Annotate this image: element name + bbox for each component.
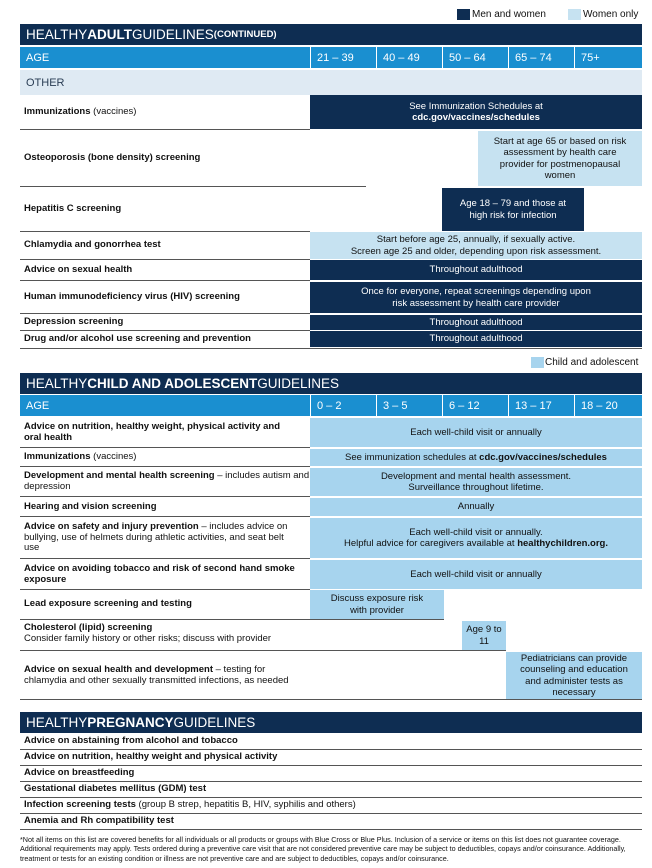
row-divider bbox=[20, 348, 642, 349]
adult-bar-depression bbox=[310, 315, 642, 330]
pregnancy-row bbox=[20, 782, 642, 797]
pregnancy-row bbox=[20, 798, 642, 813]
row-label-rest: (vaccines) bbox=[90, 451, 137, 463]
child-title-bold: CHILD AND ADOLESCENT bbox=[87, 376, 258, 391]
child-row-cholesterol bbox=[20, 621, 310, 650]
bar-text: Start at age 65 or based on risk assessment by health care provider for postmenopausal women bbox=[493, 135, 627, 181]
row-divider bbox=[20, 829, 642, 830]
bar-text: See immunization schedules at bbox=[345, 451, 480, 463]
adult-bar-hiv bbox=[310, 282, 642, 313]
bar-text: Development and mental health assessment. bbox=[380, 470, 572, 482]
child-row-sexual-health bbox=[20, 652, 295, 699]
child-row-safety bbox=[20, 518, 295, 558]
pregnancy-title-suffix: GUIDELINES bbox=[173, 715, 256, 730]
adult-bar-chlamydia bbox=[310, 232, 642, 259]
legend-women-only-swatch bbox=[568, 9, 581, 20]
row-divider bbox=[20, 466, 310, 467]
child-bar-immunizations bbox=[310, 449, 642, 466]
bar-text: Discuss exposure risk with provider bbox=[330, 593, 424, 616]
bar-text: Age 18 – 79 and those at high risk for infection bbox=[459, 198, 567, 221]
row-label-rest: Consider family history or other risks; discuss with provider bbox=[24, 632, 272, 644]
row-label-bold: Depression screening bbox=[24, 316, 124, 328]
adult-row-immunizations bbox=[20, 95, 310, 129]
legend-men-women-label: Men and women bbox=[472, 9, 546, 20]
adult-row-depression bbox=[20, 315, 310, 330]
row-label-rest: – includes autism and depression bbox=[24, 470, 310, 492]
adult-row-drug-alcohol bbox=[20, 331, 310, 347]
adult-age-col: 75+ bbox=[574, 47, 642, 68]
child-bar-safety bbox=[310, 518, 642, 558]
bar-text: Each well-child visit or annually bbox=[410, 426, 542, 438]
child-age-col: 0 – 2 bbox=[310, 395, 376, 416]
adult-title-suffix: GUIDELINES bbox=[132, 27, 214, 42]
child-title-suffix: GUIDELINES bbox=[257, 376, 340, 391]
row-label-bold: Advice on sexual health bbox=[24, 263, 133, 275]
child-row-immunizations bbox=[20, 449, 310, 466]
bar-text: Each well-child visit or annually bbox=[410, 568, 542, 580]
adult-bar-hepatitis-c bbox=[442, 188, 584, 231]
row-divider bbox=[20, 496, 310, 497]
adult-row-chlamydia bbox=[20, 232, 310, 259]
row-divider bbox=[20, 699, 642, 700]
adult-age-header bbox=[20, 47, 642, 68]
row-label-bold: Lead exposure screening and testing bbox=[24, 598, 192, 610]
row-label-bold: Hepatitis C screening bbox=[24, 203, 122, 215]
bar-text-line2: Screen age 25 and older, depending upon risk assessment. bbox=[350, 245, 602, 257]
child-age-label: AGE bbox=[26, 399, 50, 412]
adult-bar-osteoporosis bbox=[478, 131, 642, 186]
adult-title-continued: (CONTINUED) bbox=[213, 29, 277, 40]
adult-row-osteoporosis bbox=[20, 131, 310, 186]
row-divider bbox=[20, 516, 310, 517]
child-row-hearing-vision bbox=[20, 498, 310, 516]
child-row-lead bbox=[20, 590, 310, 619]
adult-section-title bbox=[20, 24, 642, 45]
child-section-title bbox=[20, 373, 642, 394]
row-label-bold: Advice on avoiding tobacco and risk of second hand smoke exposure bbox=[24, 562, 295, 585]
row-divider bbox=[20, 558, 310, 559]
row-label-bold: Advice on nutrition, healthy weight and physical activity bbox=[24, 751, 278, 763]
bar-text: Annually bbox=[457, 501, 495, 513]
adult-row-sexual-health bbox=[20, 260, 310, 280]
row-label-bold: Immunizations bbox=[24, 451, 91, 463]
bar-text: Start before age 25, annually, if sexually active. bbox=[376, 234, 576, 246]
row-label-bold: Advice on abstaining from alcohol and tobacco bbox=[24, 735, 238, 747]
bar-link-text: cdc.gov/vaccines/schedules bbox=[412, 112, 540, 123]
bar-text: Age 9 to 11 bbox=[466, 624, 502, 647]
adult-title-bold: ADULT bbox=[87, 27, 133, 42]
footnote: *Not all items on this list are covered benefits for all individuals or all products or groups with Blue Cross or Blue Plus. Inclusion of a service or items on this list does not guarantee coverage. Additional requirements may apply. Tests ordered during a preventive care visit that are not considered preventive care may be subject to deductibles, copays and/or coinsurance. Additionally, treatment or tests for an existing condition or illness are not preventive care and are subject to deductibles, copays and/or coinsurance. bbox=[20, 835, 626, 863]
row-label-bold: Immunizations bbox=[24, 105, 91, 117]
child-row-tobacco bbox=[20, 560, 295, 589]
adult-other-header: OTHER bbox=[20, 70, 642, 95]
legend-women-only-label: Women only bbox=[583, 9, 639, 20]
legend-men-women-swatch bbox=[457, 9, 470, 20]
child-age-col: 13 – 17 bbox=[508, 395, 574, 416]
bar-text: Throughout adulthood bbox=[429, 316, 523, 328]
adult-row-hepatitis-c bbox=[20, 188, 310, 231]
pregnancy-row bbox=[20, 734, 642, 749]
child-row-nutrition bbox=[20, 418, 290, 447]
pregnancy-row bbox=[20, 750, 642, 765]
bar-text: Once for everyone, repeat screenings depending upon bbox=[361, 286, 591, 298]
row-label-bold: Advice on safety and injury prevention bbox=[24, 520, 199, 532]
adult-age-label: AGE bbox=[26, 51, 50, 64]
row-label-bold: Hearing and vision screening bbox=[24, 500, 157, 512]
bar-text: Each well-child visit or annually. bbox=[409, 526, 543, 538]
row-divider bbox=[20, 313, 310, 314]
pregnancy-row bbox=[20, 766, 642, 781]
legend-child-label: Child and adolescent bbox=[545, 357, 639, 368]
adult-row-hiv bbox=[20, 282, 310, 313]
bar-link-text: cdc.gov/vaccines/schedules bbox=[479, 451, 607, 463]
adult-age-col: 65 – 74 bbox=[508, 47, 574, 68]
row-label-bold: Development and mental health screening bbox=[24, 470, 215, 482]
pregnancy-title-bold: PREGNANCY bbox=[87, 715, 174, 730]
row-label-bold: Cholesterol (lipid) screening bbox=[24, 622, 153, 633]
row-label-rest: – includes advice on bullying, use of helmets during athletic activities, and seat belt use bbox=[24, 520, 288, 554]
row-label-rest: (group B strep, hepatitis B, HIV, syphilis and others) bbox=[135, 799, 356, 811]
row-divider bbox=[20, 619, 444, 620]
pregnancy-section-title bbox=[20, 712, 642, 733]
adult-title-prefix: HEALTHY bbox=[26, 27, 88, 42]
child-bar-sexual-health bbox=[506, 652, 642, 699]
row-label-bold: Advice on sexual health and development bbox=[24, 663, 213, 675]
pregnancy-title-prefix: HEALTHY bbox=[26, 715, 88, 730]
row-label-bold: Advice on nutrition, healthy weight, physical activity and oral health bbox=[24, 420, 281, 443]
adult-age-col: 50 – 64 bbox=[442, 47, 508, 68]
pregnancy-row bbox=[20, 814, 642, 829]
bar-text: See Immunization Schedules at bbox=[409, 100, 543, 112]
bar-text-line2: Helpful advice for caregivers available at bbox=[344, 538, 518, 549]
child-row-development bbox=[20, 468, 310, 496]
bar-text: Pediatricians can provide counseling and education and administer tests as necessary bbox=[520, 652, 628, 698]
row-label-bold: Advice on breastfeeding bbox=[24, 767, 135, 779]
legend-child-swatch bbox=[531, 357, 544, 368]
child-bar-cholesterol bbox=[462, 621, 506, 650]
row-label-bold: Infection screening tests bbox=[24, 799, 136, 811]
row-divider bbox=[20, 447, 310, 448]
bar-text-line2: Surveillance throughout lifetime. bbox=[408, 482, 544, 493]
row-label-bold: Anemia and Rh compatibility test bbox=[24, 815, 174, 827]
adult-bar-drug-alcohol bbox=[310, 331, 642, 347]
row-label-bold: Drug and/or alcohol use screening and prevention bbox=[24, 332, 251, 344]
child-age-col: 18 – 20 bbox=[574, 395, 642, 416]
row-label-bold: Gestational diabetes mellitus (GDM) test bbox=[24, 783, 207, 795]
row-divider bbox=[20, 186, 366, 187]
row-divider bbox=[20, 280, 310, 281]
child-bar-hearing-vision bbox=[310, 498, 642, 516]
row-label-bold: Osteoporosis (bone density) screening bbox=[24, 152, 201, 164]
row-label-bold: Chlamydia and gonorrhea test bbox=[24, 239, 161, 251]
child-bar-development bbox=[310, 468, 642, 496]
child-age-col: 6 – 12 bbox=[442, 395, 508, 416]
bar-text: Throughout adulthood bbox=[429, 264, 523, 276]
child-bar-lead bbox=[310, 590, 444, 619]
adult-bar-immunizations bbox=[310, 95, 642, 129]
bar-link-text: healthychildren.org. bbox=[517, 538, 608, 549]
child-title-prefix: HEALTHY bbox=[26, 376, 88, 391]
child-age-col: 3 – 5 bbox=[376, 395, 442, 416]
child-bar-nutrition bbox=[310, 418, 642, 447]
child-bar-tobacco bbox=[310, 560, 642, 589]
adult-age-col: 40 – 49 bbox=[376, 47, 442, 68]
row-label-rest: (vaccines) bbox=[90, 105, 137, 117]
row-divider bbox=[20, 129, 310, 130]
bar-text: Throughout adulthood bbox=[429, 333, 523, 345]
child-age-header bbox=[20, 395, 642, 416]
adult-bar-sexual-health bbox=[310, 260, 642, 280]
bar-text-line2: risk assessment by health care provider bbox=[392, 297, 560, 309]
row-divider bbox=[20, 650, 506, 651]
row-label-rest: – testing for chlamydia and other sexually transmitted infections, as needed bbox=[24, 663, 289, 686]
adult-age-col: 21 – 39 bbox=[310, 47, 376, 68]
row-label-bold: Human immunodeficiency virus (HIV) screening bbox=[24, 291, 240, 303]
